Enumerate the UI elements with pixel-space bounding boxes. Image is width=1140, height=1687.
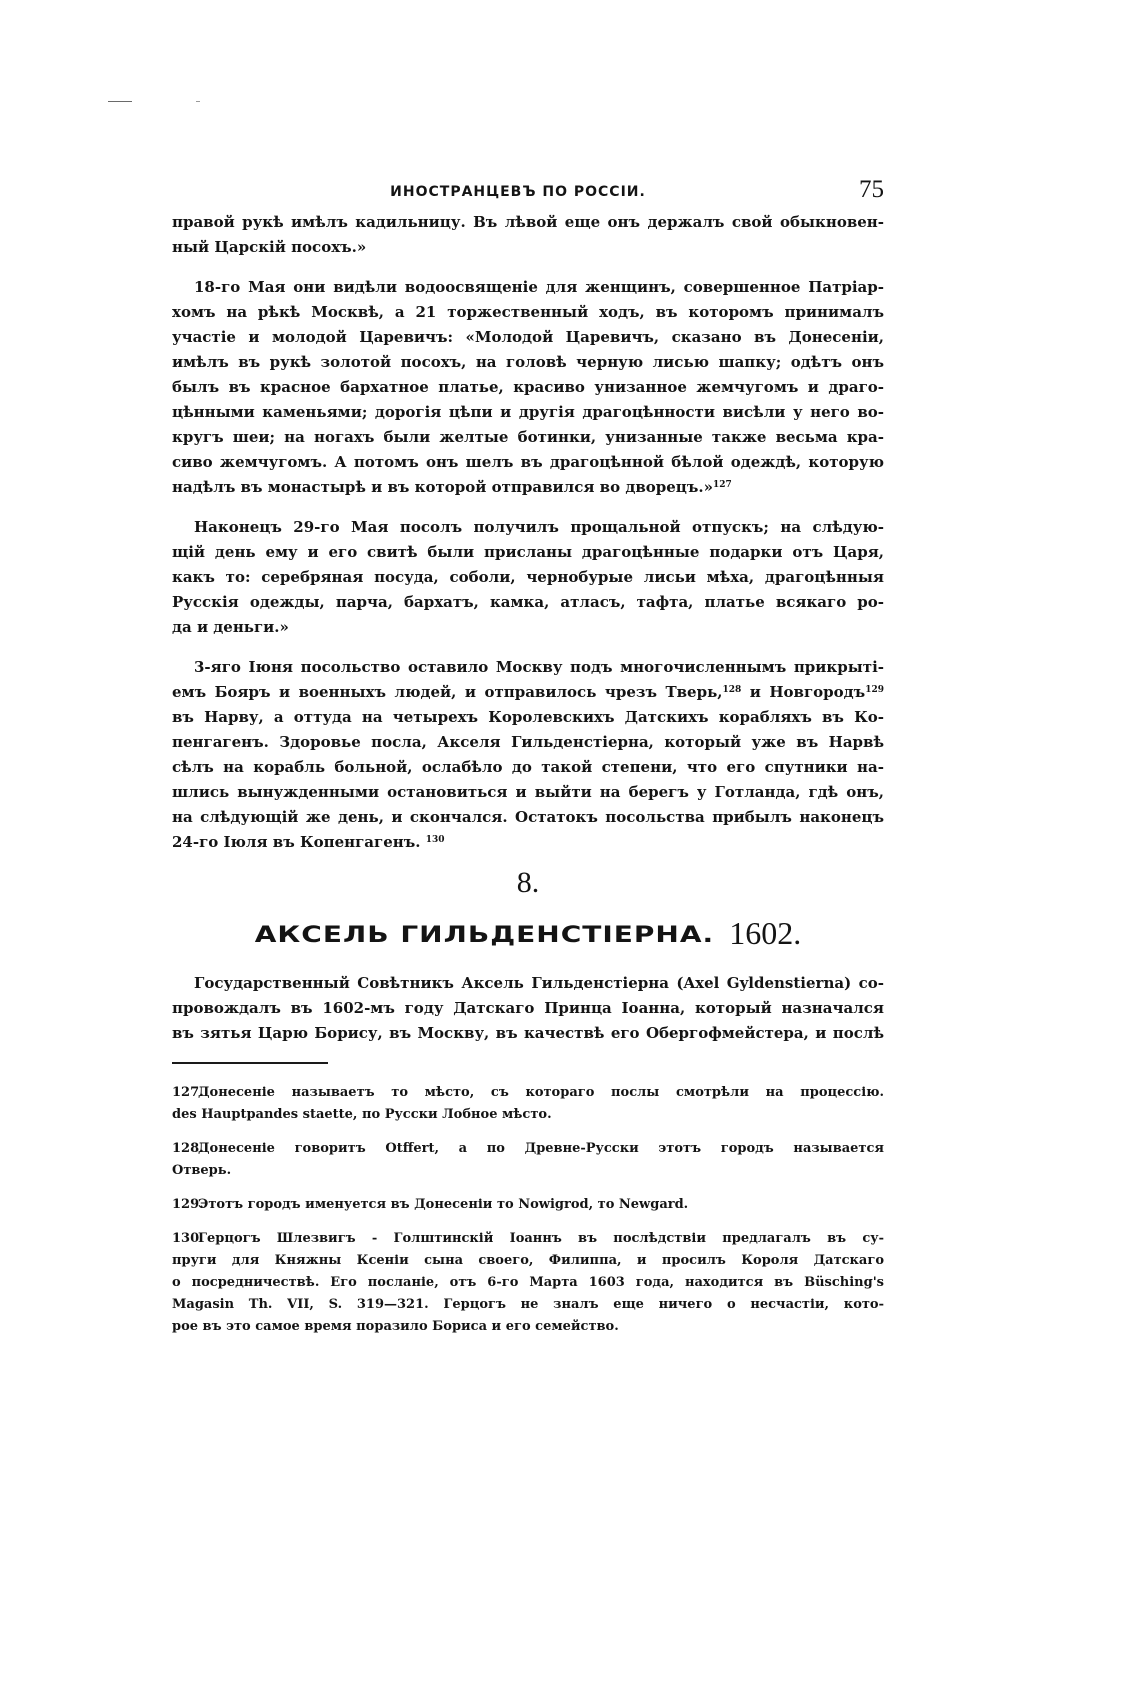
footnote-text: Герцогъ Шлезвигъ - Голштинскій Іоаннъ въ послѣдствіи предлагалъ въ су-	[198, 1231, 884, 1246]
text-line	[172, 475, 884, 500]
text-line: пенгагенъ. Здоровье посла, Акселя Гильденстіерна, который уже въ Нарвѣ	[172, 733, 884, 751]
text-line: въ Нарву, а оттуда на четырехъ Королевскихъ Датскихъ корабляхъ въ Ко-	[172, 708, 884, 726]
footnote-number: 130	[172, 1231, 200, 1246]
chapter-title-name: АКСЕЛЬ ГИЛЬДЕНСТІЕРНА.	[254, 921, 715, 948]
text-line: провождалъ въ 1602-мъ году Датскаго Принца Іоанна, который назначался	[172, 999, 884, 1017]
footnote-ref[interactable]: 129	[865, 685, 884, 695]
running-title: ИНОСТРАНЦЕВЪ ПО РОССІИ.	[390, 184, 646, 200]
footnote-line: рое въ это самое время поразило Бориса и его семейство.	[172, 1319, 619, 1334]
scan-mark	[108, 101, 132, 102]
book-page	[172, 176, 884, 1350]
paragraph	[172, 210, 884, 260]
footnote-ref[interactable]: 127	[712, 480, 732, 490]
text-line: имѣлъ въ рукѣ золотой посохъ, на головѣ черную лисью шапку; одѣтъ онъ	[172, 353, 884, 371]
footnote-line	[172, 1194, 884, 1216]
text-line: щій день ему и его свитѣ были присланы драгоцѣнные подарки отъ Царя,	[172, 543, 884, 561]
page-number: 75	[859, 176, 884, 203]
footnote-line: Отверь.	[172, 1163, 232, 1178]
text-line: Русскія одежды, парча, бархатъ, камка, атласъ, тафта, платье всякаго ро-	[172, 593, 884, 611]
paragraph	[172, 275, 884, 500]
text-line: былъ въ красное бархатное платье, красиво унизанное жемчугомъ и драго-	[172, 378, 884, 396]
chapter-title-year: 1602.	[729, 915, 802, 951]
text-line: Наконецъ 29-го Мая посолъ получилъ прощальной отпускъ; на слѣдую-	[194, 518, 884, 536]
text-line: да и деньги.»	[172, 618, 289, 636]
text-line: сѣлъ на корабль больной, ослабѣло до такой степени, что его спутники на-	[172, 758, 884, 776]
footnote-line: Magasin Th. VII, S. 319—321. Герцогъ не зналъ еще ничего о несчастіи, кото-	[172, 1297, 884, 1312]
text-line: цѣнными каменьями; дорогія цѣпи и другія драгоцѣнности висѣли у него во-	[172, 403, 884, 421]
footnote-number: 128.	[172, 1141, 204, 1156]
text-line-tail: и Новгородъ	[749, 683, 866, 701]
footnote	[172, 1194, 884, 1216]
footnote-number: 127.	[172, 1085, 204, 1100]
text-line: шлись вынужденными остановиться и выйти на берегъ у Готланда, гдѣ онъ,	[172, 783, 884, 801]
text-line-body: надѣлъ въ монастырѣ и въ которой отправился во дворецъ.»	[172, 478, 713, 496]
footnote-rule	[172, 1062, 328, 1064]
paragraph	[172, 655, 884, 855]
footnote	[172, 1138, 884, 1182]
footnote-ref[interactable]: 130	[425, 835, 445, 845]
text-line: ный Царскій посохъ.»	[172, 238, 367, 256]
footnote-line	[172, 1082, 884, 1104]
footnote-number: 129.	[172, 1197, 204, 1212]
text-line-body: 24-го Іюля въ Копенгагенъ.	[172, 833, 421, 851]
footnote-line: des Hauptpandes staette, по Русски Лобное мѣсто.	[172, 1107, 552, 1122]
text-line: 18-го Мая они видѣли водоосвященіе для женщинъ, совершенное Патріар-	[194, 278, 884, 296]
text-line: хомъ на рѣкѣ Москвѣ, а 21 торжественный ходъ, въ которомъ принималъ	[172, 303, 884, 321]
footnote-line: о посредничествѣ. Его посланіе, отъ 6-го Марта 1603 года, находится въ Büsching's	[172, 1275, 884, 1290]
text-line: какъ то: серебряная посуда, соболи, чернобурые лисьи мѣха, драгоцѣнныя	[172, 568, 884, 586]
paragraph	[172, 515, 884, 640]
paragraph	[172, 971, 884, 1046]
scan-mark	[196, 101, 200, 102]
section-number: 8.	[516, 866, 540, 899]
text-line: Государственный Совѣтникъ Аксель Гильденстіерна (Axel Gyldenstierna) со-	[194, 974, 884, 992]
text-line	[172, 680, 884, 705]
chapter-title	[172, 907, 884, 959]
text-line: участіе и молодой Царевичъ: «Молодой Царевичъ, сказано въ Донесеніи,	[172, 328, 884, 346]
text-line: кругъ шеи; на ногахъ были желтые ботинки, унизанные также весьма кра-	[172, 428, 884, 446]
footnote-text: Донесеніе говоритъ Otffert, а по Древне-Русски этотъ городъ называется	[198, 1141, 884, 1156]
text-line: сиво жемчугомъ. А потомъ онъ шелъ въ драгоцѣнной бѣлой одеждѣ, которую	[172, 453, 884, 471]
footnote-text: Этотъ городъ именуется въ Донесеніи то Nowigrod, то Newgard.	[198, 1197, 689, 1212]
text-line: 3-яго Іюня посольство оставило Москву подъ многочисленнымъ прикрыті-	[194, 658, 884, 676]
footnote-ref[interactable]: 128	[722, 685, 742, 695]
footnote	[172, 1228, 884, 1338]
footnote-line: пруги для Княжны Ксеніи сына своего, Филиппа, и просилъ Короля Датскаго	[172, 1253, 884, 1268]
text-line-body: емъ Бояръ и военныхъ людей, и отправилось чрезъ Тверь,	[172, 683, 723, 701]
footnote-line	[172, 1138, 884, 1160]
text-line: на слѣдующій же день, и скончался. Остатокъ посольства прибылъ наконецъ	[172, 808, 884, 826]
text-line: въ зятья Царю Борису, въ Москву, въ качествѣ его Обергофмейстера, и послѣ	[172, 1024, 884, 1042]
text-line: правой рукѣ имѣлъ кадильницу. Въ лѣвой еще онъ держалъ свой обыкновен-	[172, 213, 884, 231]
footnote-text: Донесеніе называетъ то мѣсто, съ котораго послы смотрѣли на процессію.	[198, 1085, 884, 1100]
running-head	[172, 176, 884, 210]
footnote	[172, 1082, 884, 1126]
text-line	[172, 830, 884, 855]
footnote-line	[172, 1228, 884, 1250]
